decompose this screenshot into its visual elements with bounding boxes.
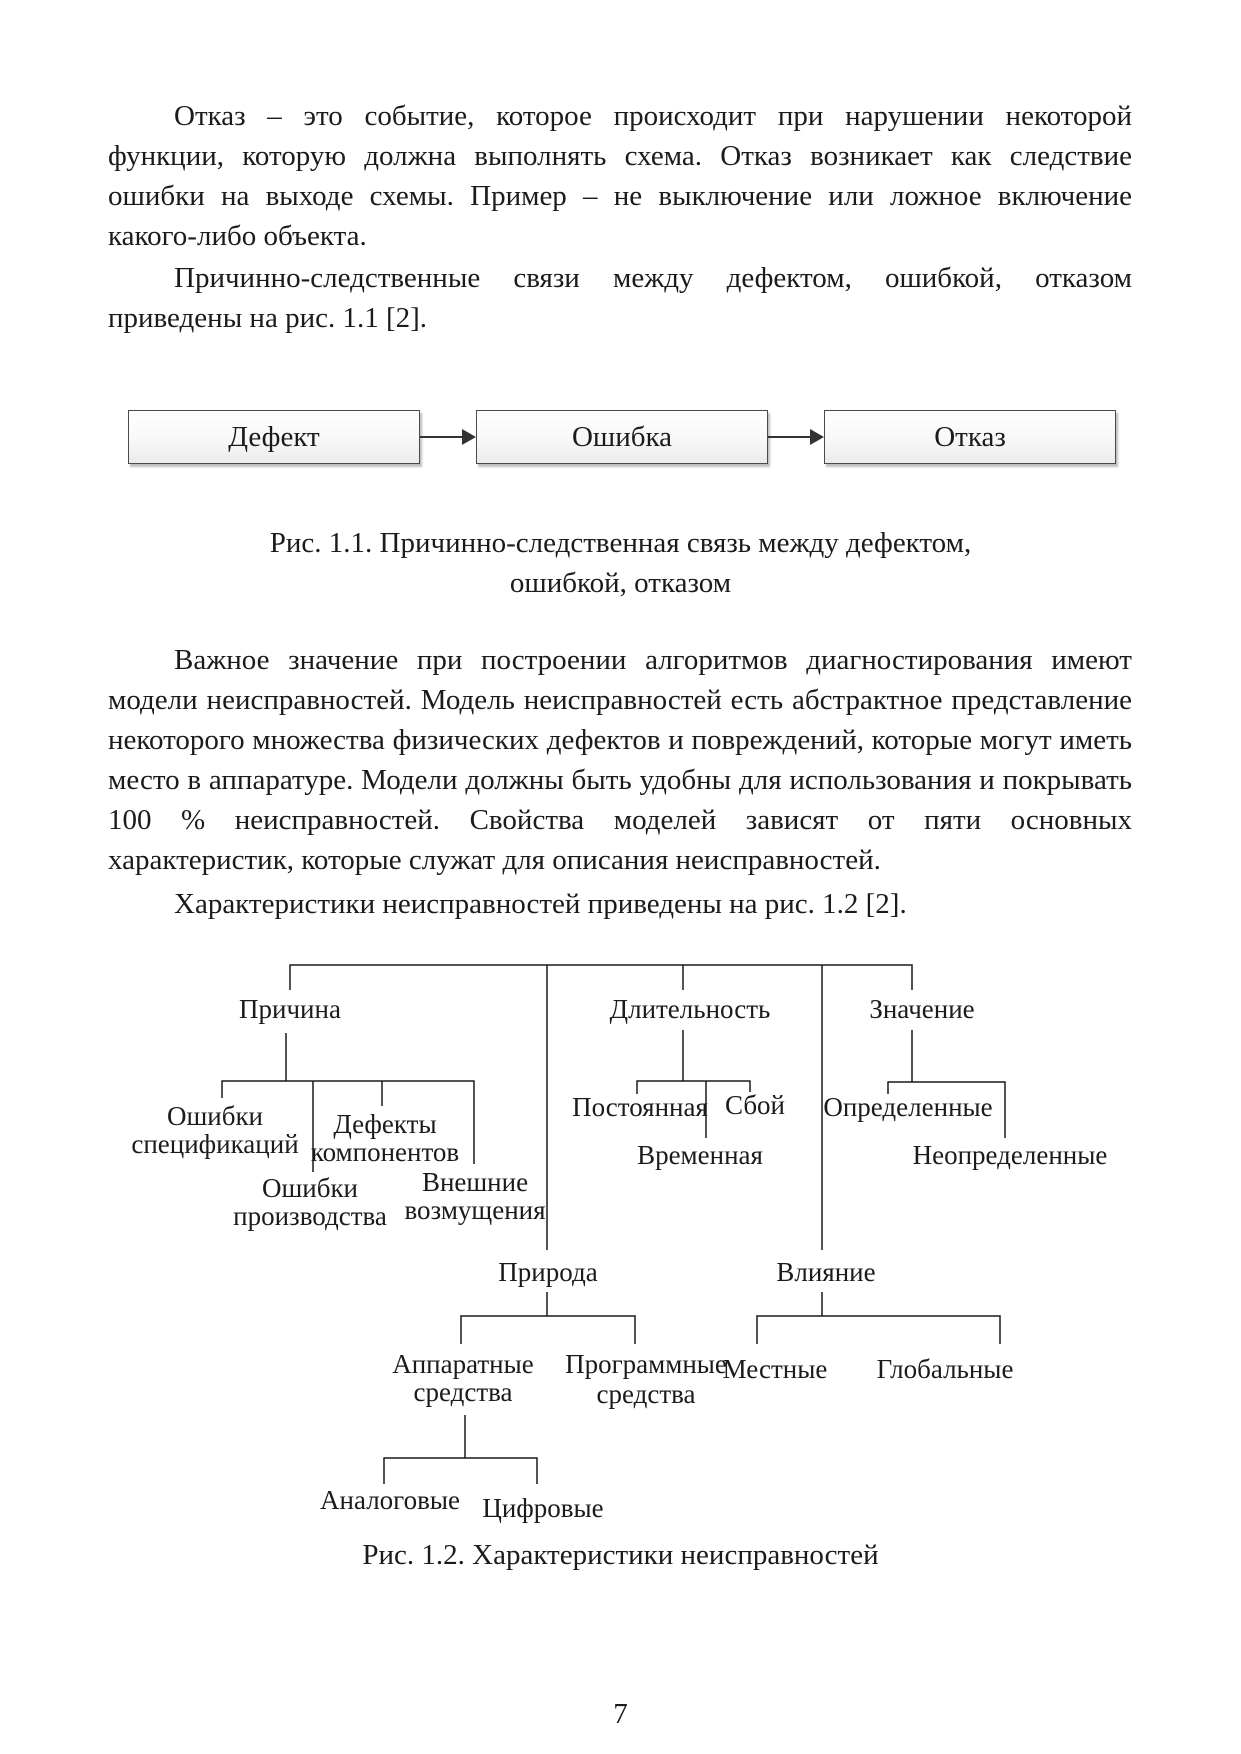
tree-node-hardware-line1: Аппаратные [392,1349,534,1379]
tree-node-determinate: Определенные [823,1092,993,1122]
tree-node-digital: Цифровые [482,1493,604,1523]
flow-box-defect: Дефект [128,410,420,464]
tree-node-indeterminate: Неопределенные [912,1140,1108,1170]
tree-node-value: Значение [869,994,975,1024]
paragraph-fault-models: Важное значение при построении алгоритмов диагностирования имеют модели неисправностей. Модель неисправностей есть абстрактное представление некоторого множества физических дефектов и повреждений, которые могут иметь место в аппаратуре. Модели должны быть удобны для использования и покрывать 100 % неисправностей. Свойства моделей зависят от пяти основных характеристик, которые служат для описания неисправностей. [108,644,1132,876]
tree-node-external-disturbances-line1: Внешние [421,1167,529,1197]
tree-node-influence: Влияние [776,1257,876,1287]
paragraph-fault-characteristics: Характеристики неисправностей приведены на рис. 1.2 [2]. [174,888,907,920]
tree-node-spec-errors-line1: Ошибки [166,1101,264,1131]
tree-node-global: Глобальные [876,1354,1014,1384]
tree-node-local: Местные [722,1354,828,1384]
tree-node-component-defects-line2: компонентов [310,1137,460,1167]
tree-node-component-defects-line1: Дефекты [333,1109,437,1139]
arrow-shaft [420,436,462,438]
tree-node-hardware-line2: средства [413,1377,513,1407]
tree-node-production-errors-line1: Ошибки [261,1173,359,1203]
arrow-head [810,429,824,445]
tree-node-cause: Причина [239,994,341,1024]
tree-node-external-disturbances-line2: возмущения [404,1195,546,1225]
figure2-caption: Рис. 1.2. Характеристики неисправностей [362,1539,879,1571]
tree-node-duration: Длительность [609,994,771,1024]
arrow-error-to-failure-icon [768,429,824,445]
tree-node-glitch: Сбой [724,1090,786,1120]
figure1-caption-line2: ошибкой, отказом [509,567,732,599]
tree-node-temporary: Временная [637,1140,763,1170]
page-number: 7 [613,1698,628,1730]
flow-box-error: Ошибка [476,410,768,464]
tree-node-software-line1: Программные [565,1349,727,1379]
tree-node-spec-errors-line2: спецификаций [131,1129,299,1159]
tree-node-permanent: Постоянная [572,1092,708,1122]
tree-node-analog: Аналоговые [320,1485,460,1515]
tree-node-production-errors-line2: производства [233,1201,387,1231]
tree-node-software-line2: средства [596,1379,696,1409]
fault-characteristics-tree [0,935,1241,1535]
paragraph-causal-links: Причинно-следственные связи между дефектом, ошибкой, отказом приведены на рис. 1.1 [2]. [108,262,1132,334]
arrow-head [462,429,476,445]
figure1-caption-line1: Рис. 1.1. Причинно-следственная связь между дефектом, [269,527,972,559]
paragraph-failure-definition: Отказ – это событие, которое происходит при нарушении некоторой функции, которую должна выполнять схема. Отказ возникает как следствие ошибки на выходе схемы. Пример – не выключение или ложное включение какого-либо объекта. [108,100,1132,252]
flow-box-failure: Отказ [824,410,1116,464]
tree-node-nature: Природа [498,1257,598,1287]
arrow-defect-to-error-icon [420,429,476,445]
arrow-shaft [768,436,810,438]
